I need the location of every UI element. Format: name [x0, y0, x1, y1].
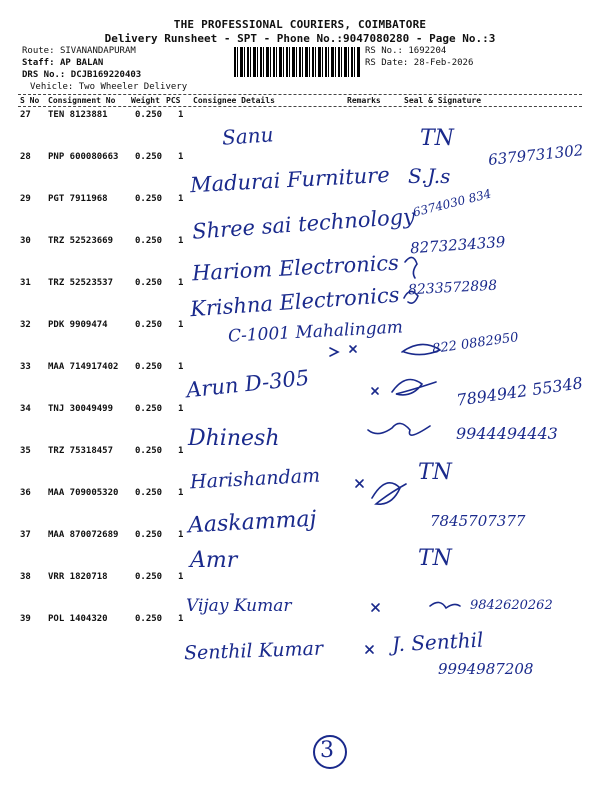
- weight: 0.250: [135, 572, 163, 582]
- handwritten-consignee: Amr: [190, 548, 238, 573]
- signature-stroke: [405, 257, 417, 278]
- company-name: THE PROFESSIONAL COURIERS, COIMBATORE: [173, 18, 427, 31]
- sno: 36: [20, 488, 31, 498]
- sno: 32: [20, 320, 31, 330]
- handwritten-phone: 6379731302: [487, 141, 585, 169]
- handwritten-phone: 6374030 834: [411, 186, 493, 220]
- handwritten-consignee: Aaskammaj: [187, 506, 317, 539]
- sno: 38: [20, 572, 31, 582]
- consignment-no: TRZ 52523669: [48, 236, 114, 246]
- rs-date-label: RS Date:: [365, 58, 409, 68]
- consignment-no: MAA 709005320: [48, 488, 119, 498]
- rs-date-value: 28-Feb-2026: [413, 58, 474, 68]
- cross-mark: [356, 480, 363, 487]
- cross-mark: [372, 388, 378, 394]
- handwritten-phone: 9944494443: [456, 424, 558, 443]
- vehicle-line: Vehicle: Two Wheeler Delivery: [30, 82, 188, 92]
- handwritten-consignee: Madurai Furniture: [189, 162, 391, 198]
- pcs: 1: [178, 488, 184, 498]
- cross-mark: [366, 646, 373, 653]
- handwritten-phone: 9994987208: [438, 660, 534, 678]
- handwritten-consignee: Dhinesh: [188, 426, 280, 451]
- handwritten-signature: TN: [420, 126, 454, 151]
- col-consignee: Consignee Details: [193, 96, 275, 105]
- cross-mark: [350, 346, 356, 352]
- consignment-no: POL 1404320: [48, 614, 108, 624]
- pcs: 1: [178, 278, 184, 288]
- consignment-no: PGT 7911968: [48, 194, 108, 204]
- signature-stroke: [392, 380, 436, 395]
- handwritten-consignee: Hariom Electronics: [191, 250, 400, 286]
- weight: 0.250: [135, 446, 163, 456]
- consignment-no: PDK 9909474: [48, 320, 108, 330]
- weight: 0.250: [135, 614, 163, 624]
- weight: 0.250: [135, 194, 163, 204]
- sno: 28: [20, 152, 31, 162]
- handwritten-signature: TN: [418, 546, 452, 571]
- drs-value: DCJB169220403: [70, 70, 142, 80]
- pcs: 1: [178, 320, 184, 330]
- sno: 34: [20, 404, 31, 414]
- consignment-no: MAA 714917402: [48, 362, 119, 372]
- weight: 0.250: [135, 236, 163, 246]
- col-pcs: PCS: [166, 96, 181, 105]
- handwritten-consignee: Krishna Electronics: [189, 282, 401, 322]
- pcs: 1: [178, 446, 184, 456]
- sno: 37: [20, 530, 31, 540]
- sno: 27: [20, 110, 31, 120]
- weight: 0.250: [135, 152, 163, 162]
- signature-stroke: [368, 423, 430, 435]
- arrow-mark: [330, 348, 338, 356]
- handwritten-consignee: Arun D-305: [185, 365, 311, 403]
- handwritten-signature: J. Senthil: [391, 627, 484, 657]
- consignment-no: TEN 8123881: [48, 110, 108, 120]
- signature-stroke: [404, 291, 418, 303]
- consignment-no: VRR 1820718: [48, 572, 108, 582]
- handwritten-consignee: Shree sai technology: [191, 204, 416, 244]
- sno: 39: [20, 614, 31, 624]
- consignment-no: PNP 600080663: [48, 152, 119, 162]
- handwritten-phone: 822 0882950: [431, 330, 520, 357]
- route-value: SIVANANDAPURAM: [59, 46, 136, 56]
- pcs: 1: [178, 194, 184, 204]
- handwritten-consignee: Vijay Kumar: [186, 596, 292, 616]
- handwritten-phone: 9842620262: [470, 598, 553, 613]
- weight: 0.250: [135, 530, 163, 540]
- handwritten-consignee: C-1001 Mahalingam: [227, 317, 404, 347]
- handwritten-signature: TN: [418, 460, 452, 485]
- drs-label: DRS No.:: [22, 70, 66, 80]
- sno: 30: [20, 236, 31, 246]
- weight: 0.250: [135, 488, 163, 498]
- weight: 0.250: [135, 278, 163, 288]
- consignment-no: TRZ 75318457: [48, 446, 114, 456]
- pcs: 1: [178, 362, 184, 372]
- runsheet-title: Delivery Runsheet - SPT - Phone No.:9047080280 - Page No.:3: [104, 32, 496, 45]
- signature-stroke: [372, 483, 406, 504]
- handwritten-phone: 7845707377: [430, 512, 526, 530]
- consignment-no: TNJ 30049499: [48, 404, 114, 414]
- sno: 35: [20, 446, 31, 456]
- sno: 31: [20, 278, 31, 288]
- col-remarks: Remarks: [347, 96, 381, 105]
- handwritten-phone: 8273234339: [409, 232, 506, 258]
- handwritten-phone: 7894942 55348: [455, 373, 584, 410]
- sno: 33: [20, 362, 31, 372]
- weight: 0.250: [135, 110, 163, 120]
- handwritten-signature: S.J.s: [408, 164, 451, 188]
- staff-label: Staff:: [22, 58, 55, 68]
- staff-value: AP BALAN: [59, 58, 104, 68]
- col-weight: Weight: [131, 96, 160, 105]
- pcs: 1: [178, 530, 184, 540]
- weight: 0.250: [135, 362, 163, 372]
- col-seal: Seal & Signature: [404, 96, 482, 105]
- consignment-no: MAA 870072689: [48, 530, 119, 540]
- handwritten-phone: 8233572898: [407, 277, 498, 299]
- handwritten-consignee: Sanu: [221, 122, 275, 150]
- weight: 0.250: [135, 404, 163, 414]
- sno: 29: [20, 194, 31, 204]
- weight: 0.250: [135, 320, 163, 330]
- pcs: 1: [178, 110, 184, 120]
- rs-no-label: RS No.:: [365, 46, 403, 56]
- signature-stroke: [402, 344, 440, 354]
- page-mark: 3: [320, 738, 334, 763]
- pcs: 1: [178, 572, 184, 582]
- pcs: 1: [178, 614, 184, 624]
- route-label: Route:: [22, 46, 55, 56]
- signature-stroke: [430, 602, 460, 608]
- consignment-no: TRZ 52523537: [48, 278, 114, 288]
- pcs: 1: [178, 236, 184, 246]
- pcs: 1: [178, 404, 184, 414]
- rs-no-value: 1692204: [408, 46, 447, 56]
- handwritten-consignee: Senthil Kumar: [183, 637, 324, 665]
- handwritten-consignee: Harishandam: [189, 464, 321, 494]
- col-sno: S No: [20, 96, 40, 105]
- col-consignment: Consignment No: [48, 96, 116, 105]
- cross-mark: [372, 604, 379, 611]
- pcs: 1: [178, 152, 184, 162]
